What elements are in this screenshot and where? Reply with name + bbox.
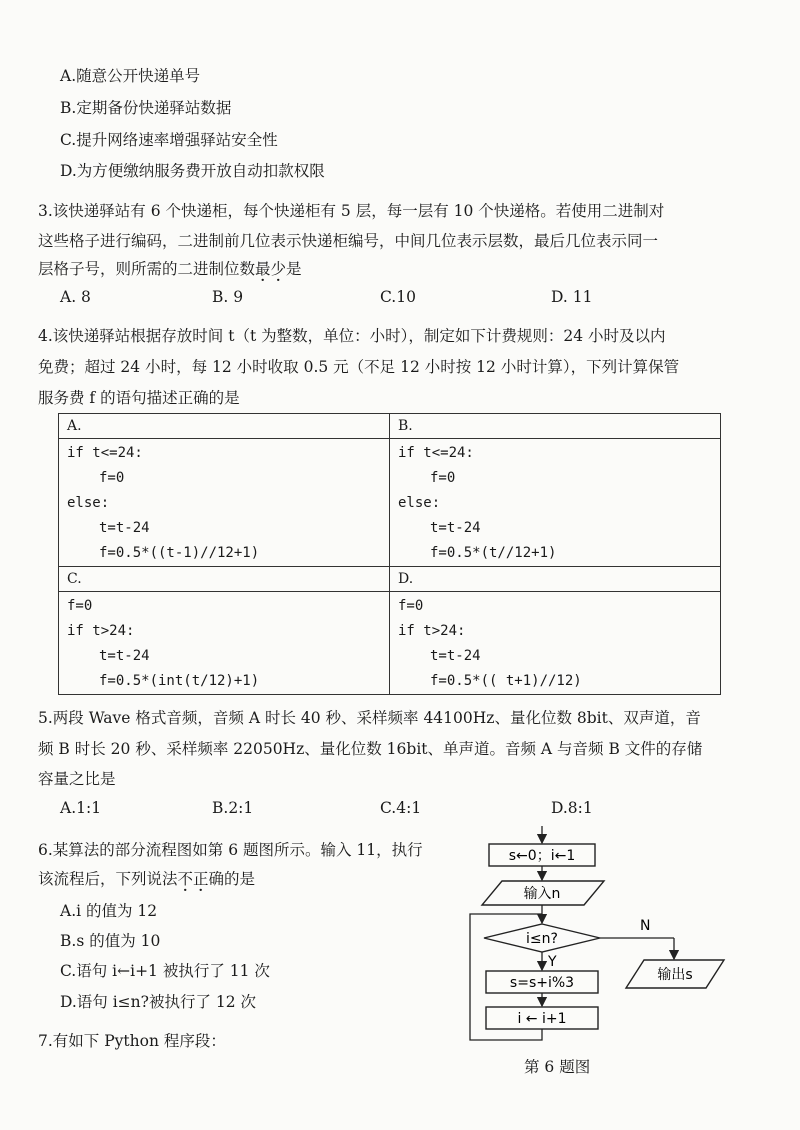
code-line: f=0	[67, 598, 93, 614]
code-line: f=0.5*(( t+1)//12)	[430, 673, 582, 689]
flow-decision-text: i≤n?	[526, 931, 558, 947]
flow-process-text: s=s+i%3	[509, 975, 575, 991]
q6-option-d: D.语句 i≤n?被执行了 12 次	[60, 993, 257, 1011]
code-line: f=0	[398, 598, 424, 614]
flow-increment-text: i ← i+1	[517, 1011, 567, 1027]
code-line: if t>24:	[67, 623, 135, 639]
q4-stem-line1: 4.该快递驿站根据存放时间 t（t 为整数，单位：小时），制定如下计费规则：24 小时及以内	[38, 327, 666, 345]
q6-flowchart	[462, 826, 732, 1052]
q4-code-b	[390, 439, 721, 567]
q4-label-d: D.	[390, 567, 721, 592]
q4-code-c	[59, 592, 390, 695]
q4-label-b: B.	[390, 414, 721, 439]
q5-stem-line1: 5.两段 Wave 格式音频，音频 A 时长 40 秒、采样频率 44100Hz、量化位数 8bit、双声道，音	[38, 709, 701, 727]
q7-stem-line1: 7.有如下 Python 程序段：	[38, 1032, 226, 1050]
q5-stem-line2: 频 B 时长 20 秒、采样频率 22050Hz、量化位数 16bit、单声道。音频 A 与音频 B 文件的存储	[38, 740, 703, 758]
emphasis-char: 不	[177, 870, 194, 888]
q4-label-c: C.	[59, 567, 390, 592]
figure-caption: 第 6 题图	[524, 1058, 591, 1076]
q4-stem-line2: 免费；超过 24 小时，每 12 小时收取 0.5 元（不足 12 小时按 12 小时计算），下列计算保管	[38, 358, 680, 376]
q3-option-a: A. 8	[60, 288, 91, 306]
q2-option-b: B.定期备份快递驿站数据	[60, 99, 232, 117]
code-line: if t<=24:	[67, 445, 143, 461]
code-line: f=0	[99, 470, 125, 486]
emphasis-char: 最	[255, 260, 271, 278]
emphasis-char: 正	[193, 870, 209, 888]
code-line: f=0.5*((t-1)//12+1)	[99, 545, 260, 561]
q3-stem-line2: 这些格子进行编码，二进制前几位表示快递柜编号，中间几位表示层数，最后几位表示同一	[38, 232, 659, 250]
code-line: t=t-24	[430, 648, 481, 664]
flow-output-text: 输出s	[657, 967, 693, 983]
q3-stem-line3: 层格子号，则所需的二进制位数最少是	[38, 260, 302, 278]
code-line: else:	[398, 495, 441, 511]
q6-option-c: C.语句 i←i+1 被执行了 11 次	[60, 962, 270, 980]
q2-option-a: A.随意公开快递单号	[60, 67, 201, 85]
q6-option-a: A.i 的值为 12	[60, 902, 158, 920]
code-line: if t>24:	[398, 623, 466, 639]
q5-option-d: D.8:1	[551, 799, 593, 817]
q5-option-b: B.2:1	[212, 799, 254, 817]
q3-option-d: D. 11	[551, 288, 593, 306]
q2-option-d: D.为方便缴纳服务费开放自动扣款权限	[60, 162, 325, 180]
flow-init-text: s←0；i←1	[508, 848, 576, 864]
q4-options-table	[58, 413, 721, 695]
flow-no-label: N	[640, 918, 651, 934]
q5-option-a: A.1:1	[60, 799, 102, 817]
q6-stem-line2: 该流程后，下列说法不正确的是	[38, 870, 256, 888]
q4-label-a: A.	[59, 414, 390, 439]
q6-stem-line1: 6.某算法的部分流程图如第 6 题图所示。输入 11，执行	[38, 841, 423, 859]
flow-yes-label: Y	[548, 954, 557, 970]
code-line: f=0	[430, 470, 456, 486]
q3-option-b: B. 9	[212, 288, 244, 306]
code-line: else:	[67, 495, 110, 511]
code-line: f=0.5*(t//12+1)	[430, 545, 557, 561]
q5-option-c: C.4:1	[380, 799, 422, 817]
q3-stem-line1: 3.该快递驿站有 6 个快递柜，每个快递柜有 5 层，每一层有 10 个快递格。若使用二进制对	[38, 202, 665, 220]
q3-option-c: C.10	[380, 288, 416, 306]
q4-code-d	[390, 592, 721, 695]
code-line: t=t-24	[430, 520, 481, 536]
code-line: if t<=24:	[398, 445, 474, 461]
q5-stem-line3: 容量之比是	[38, 770, 116, 788]
code-line: f=0.5*(int(t/12)+1)	[99, 673, 260, 689]
q2-option-c: C.提升网络速率增强驿站安全性	[60, 131, 278, 149]
code-line: t=t-24	[99, 648, 150, 664]
emphasis-char: 少	[270, 260, 287, 278]
q6-option-b: B.s 的值为 10	[60, 932, 161, 950]
q4-code-a	[59, 439, 390, 567]
q4-stem-line3: 服务费 f 的语句描述正确的是	[38, 389, 240, 407]
flow-input-text: 输入n	[523, 886, 561, 902]
code-line: t=t-24	[99, 520, 150, 536]
